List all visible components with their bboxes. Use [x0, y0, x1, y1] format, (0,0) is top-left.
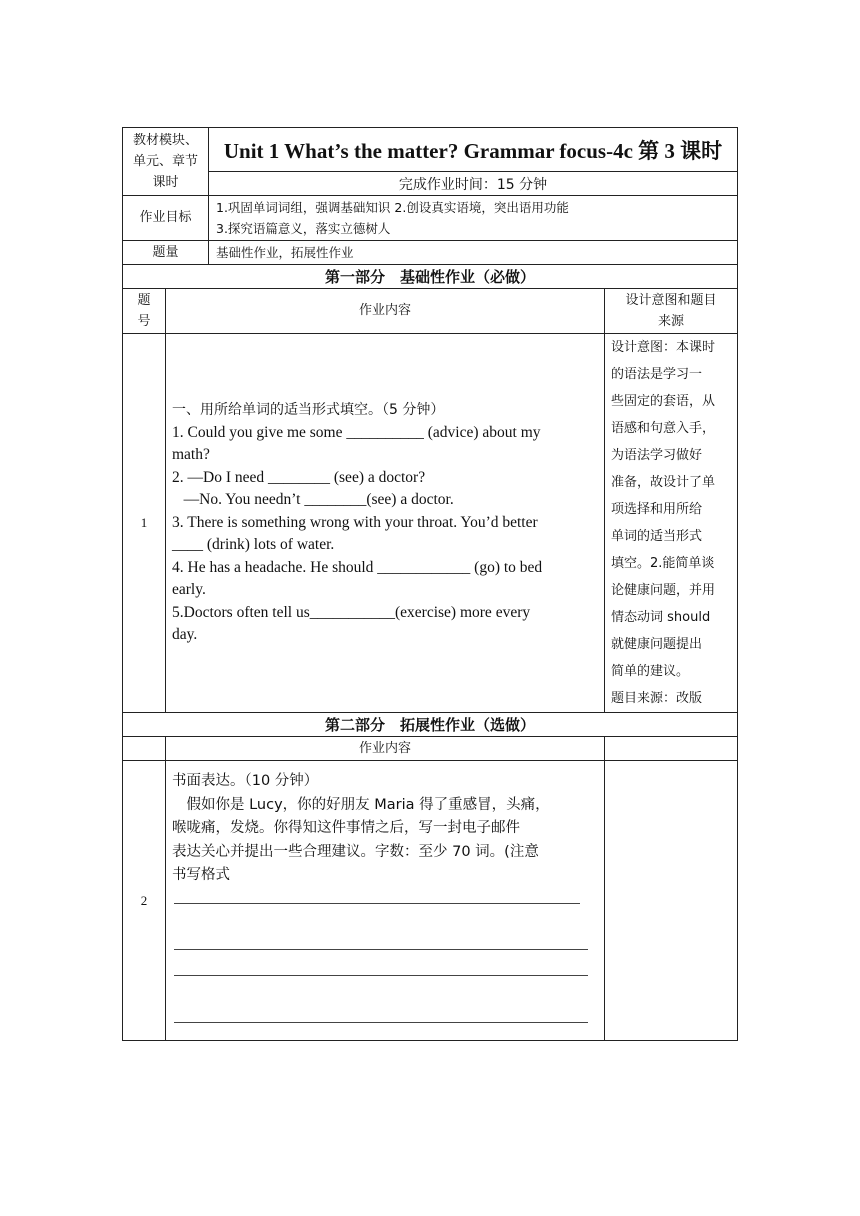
col-number-char: 号 [137, 314, 151, 329]
goal-line: 3.探究语篇意义，落实立德树人 [216, 221, 391, 236]
col-content-header: 作业内容 [358, 303, 411, 318]
answer-line[interactable] [174, 1022, 588, 1023]
answer-line[interactable] [174, 949, 588, 950]
design-line: 论健康问题，并用 [611, 583, 716, 598]
exercise-instruction: 一、用所给单词的适当形式填空。（5 分钟） [172, 402, 445, 418]
quantity-label: 题量 [152, 244, 179, 260]
exercise-line: 2. —Do I need ________ (see) a doctor? [172, 468, 426, 486]
module-label-line: 教材模块、 [132, 133, 198, 148]
part1-heading: 第一部分 基础性作业（必做） [324, 268, 535, 286]
exercise-line: 5.Doctors often tell us___________(exercise) more every [172, 603, 531, 621]
goal-line: 1.巩固单词词组，强调基础知识 2.创设真实语境，突出语用功能 [216, 200, 569, 215]
design-line: 项选择和用所给 [611, 502, 703, 517]
col-design-header [605, 289, 737, 333]
design-line: 的语法是学习一 [611, 367, 703, 382]
goal-text [216, 197, 734, 239]
design-line: 情态动词 should [611, 610, 711, 625]
writing-task-line: 喉咙痛，发烧。你得知这件事情之后，写一封电子邮件 [172, 820, 520, 836]
col-design-line: 来源 [657, 314, 684, 329]
writing-task-line: 假如你是 Lucy，你的好朋友 Maria 得了重感冒，头痛， [172, 796, 550, 813]
design-line: 为语法学习做好 [611, 448, 703, 463]
answer-line[interactable] [174, 903, 580, 904]
writing-task-line: 书写格式 [172, 867, 230, 883]
design-line: 就健康问题提出 [611, 637, 703, 652]
quantity-value: 基础性作业，拓展性作业 [216, 245, 354, 260]
exercise-line: 3. There is something wrong with your throat. You’d better [172, 513, 538, 531]
exercise-line: 1. Could you give me some __________ (advice) about my [172, 423, 541, 441]
exercise-line: early. [172, 581, 206, 598]
design-line: 单词的适当形式 [611, 529, 703, 544]
row-number-1: 1 [140, 515, 148, 530]
design-line: 填空。2.能简单谈 [611, 556, 715, 571]
writing-task-title: 书面表达。（10 分钟） [172, 773, 319, 789]
module-label-cell [123, 128, 208, 195]
design-intent [611, 334, 735, 712]
col-design-line: 设计意图和题目 [625, 293, 717, 308]
writing-task [172, 770, 602, 888]
design-line: 简单的建议。 [611, 664, 690, 679]
col-number-char: 题 [137, 293, 151, 308]
module-label-line: 单元、章节 [132, 154, 198, 169]
row-number-2: 2 [140, 892, 148, 908]
exercise-line: 4. He has a headache. He should ____________ (go) to bed [172, 558, 543, 576]
exercise-line: day. [172, 626, 198, 643]
completion-time: 完成作业时间：15 分钟 [398, 176, 548, 193]
exercise-line: ____ (drink) lots of water. [172, 536, 335, 553]
lesson-title: Unit 1 What’s the matter? Grammar focus-4c 第 3 课时 [223, 138, 723, 163]
exercise-content [172, 399, 602, 647]
exercise-line: math? [172, 446, 210, 463]
design-line: 题目来源：改版 [611, 691, 703, 706]
col-number-header [123, 289, 165, 333]
module-label-line: 课时 [152, 175, 179, 190]
part2-col-content-header: 作业内容 [358, 740, 411, 756]
design-line: 设计意图：本课时 [611, 340, 716, 355]
design-line: 些固定的套语，从 [611, 394, 716, 409]
goal-label: 作业目标 [139, 210, 192, 225]
writing-task-line: 表达关心并提出一些合理建议。字数：至少 70 词。(注意 [172, 843, 539, 860]
design-line: 准备，故设计了单 [611, 475, 716, 490]
answer-line[interactable] [174, 975, 588, 976]
design-line: 语感和句意入手， [611, 421, 716, 436]
exercise-line: —No. You needn’t ________(see) a doctor. [172, 491, 454, 508]
part2-heading: 第二部分 拓展性作业（选做） [324, 716, 535, 734]
